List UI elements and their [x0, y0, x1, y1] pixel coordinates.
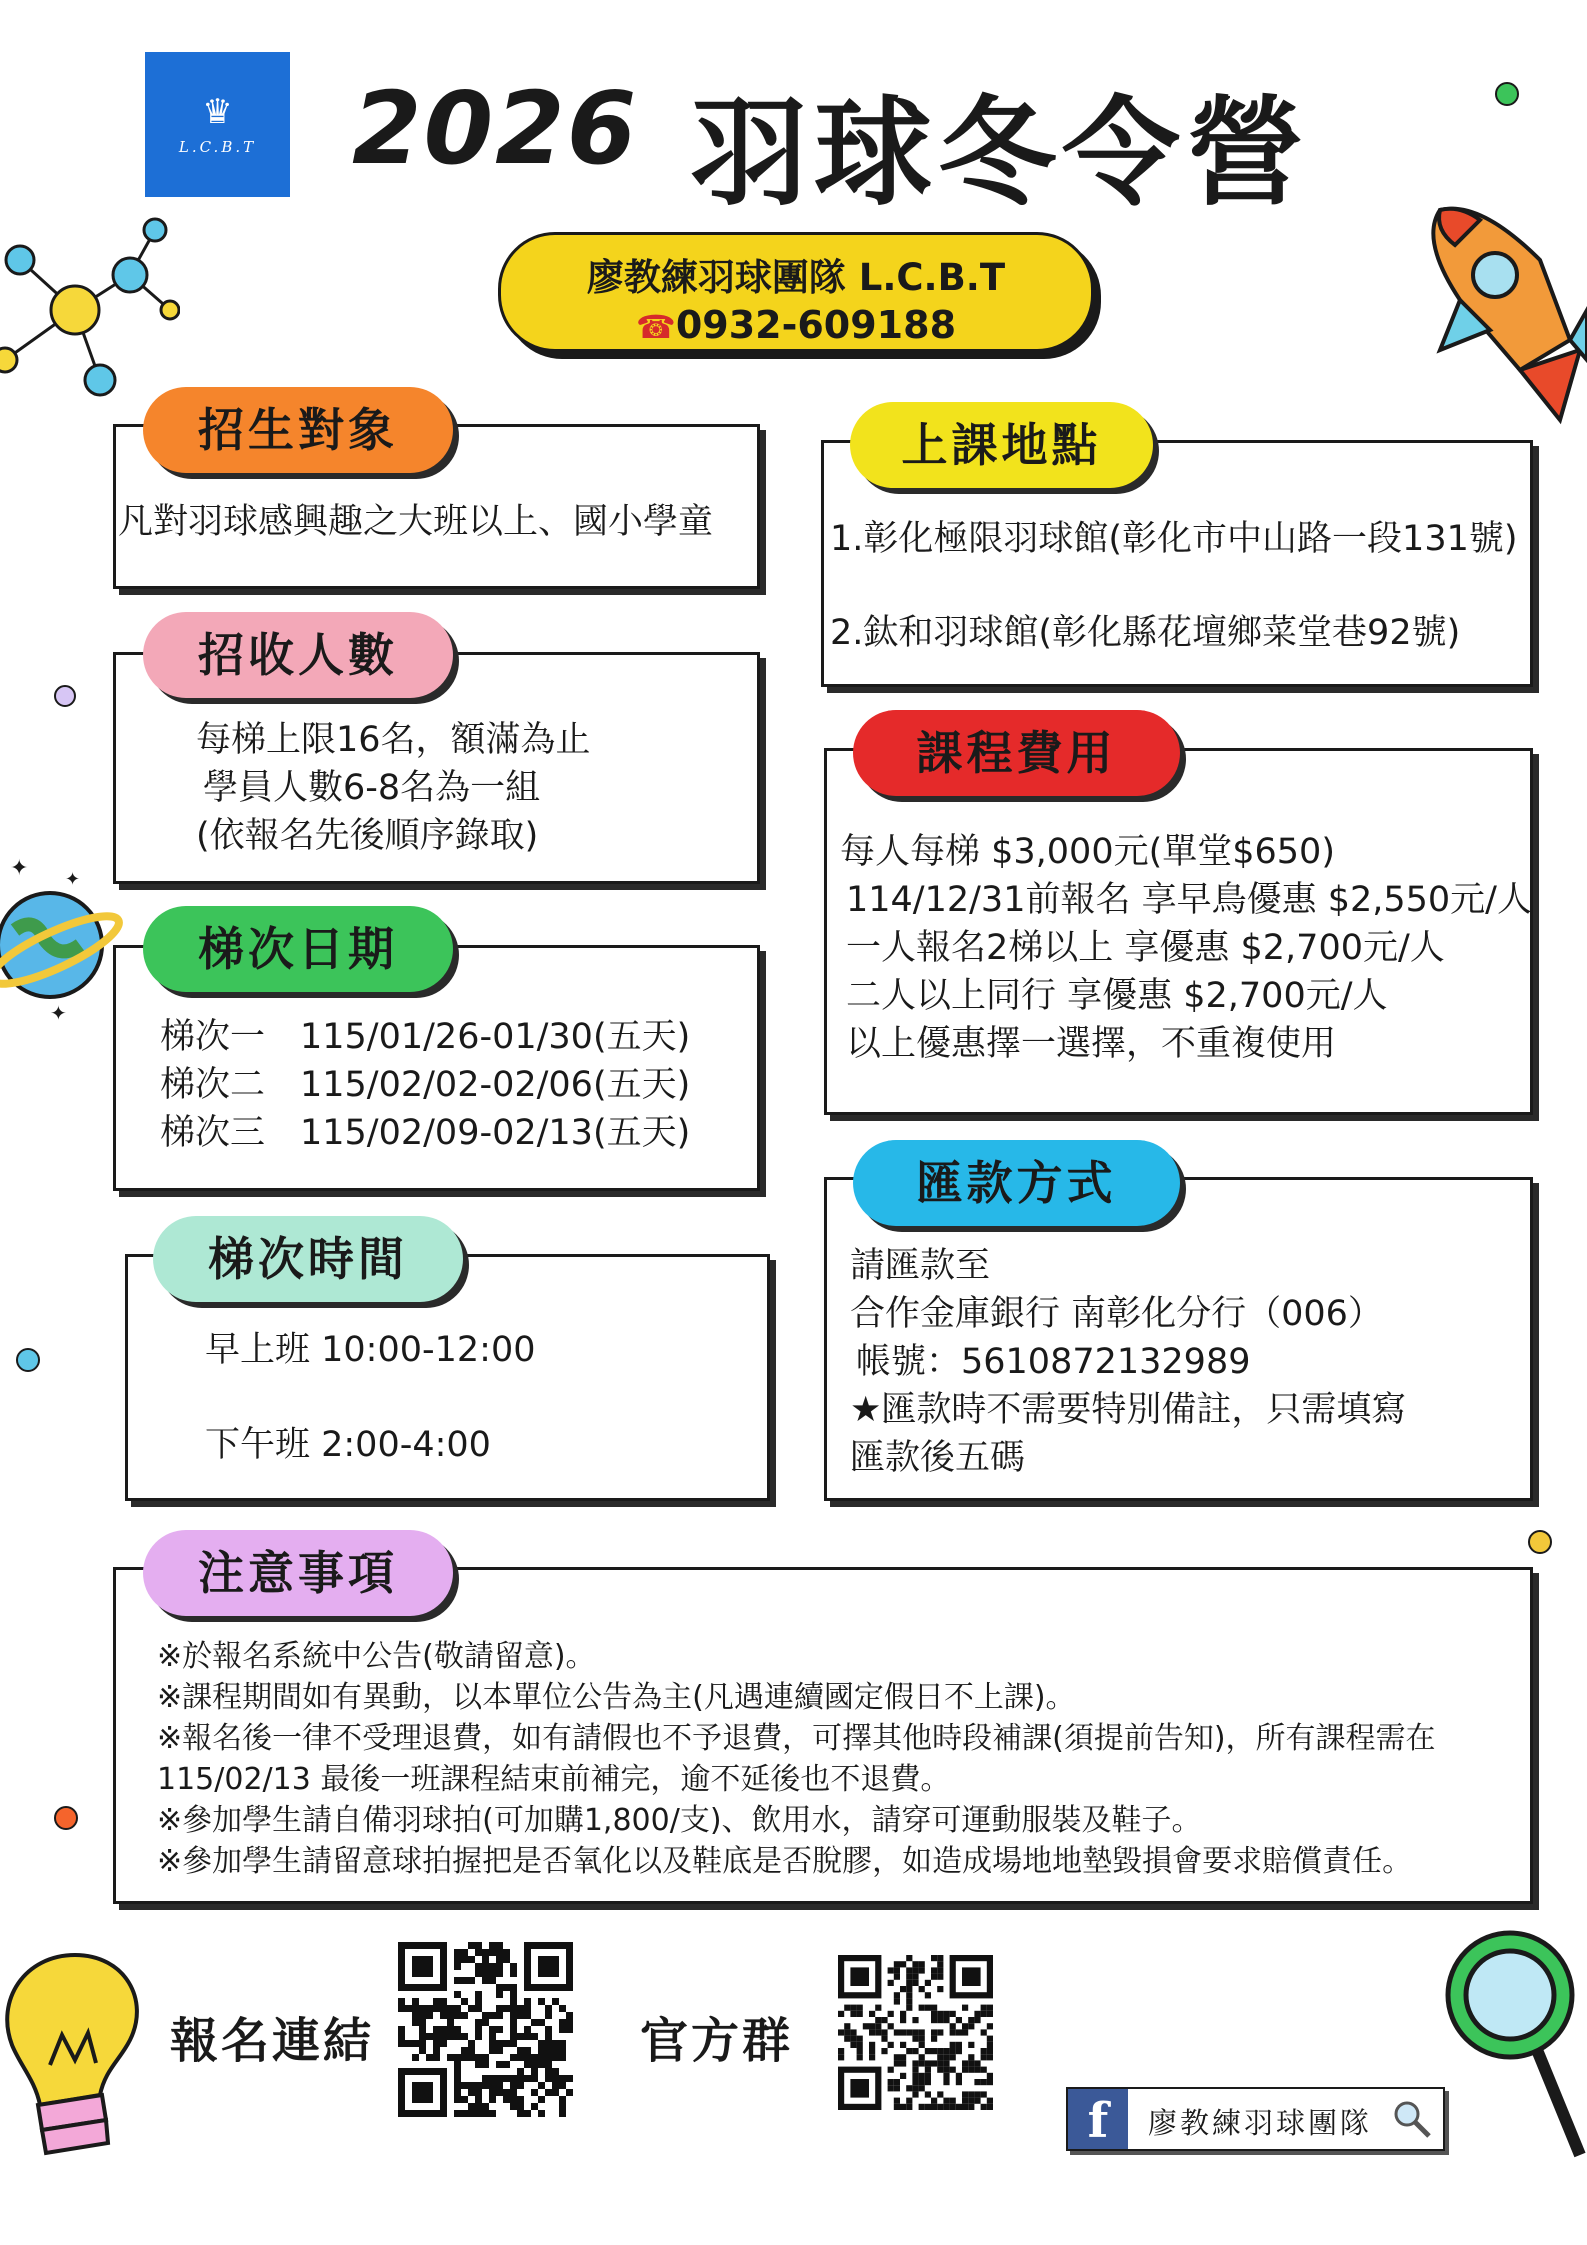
logo-text: L.C.B.T [178, 138, 257, 156]
team-name: 廖教練羽球團隊 L.C.B.T [586, 256, 1006, 299]
target-title: 招生對象 [143, 387, 453, 473]
note-item: ※報名後一律不受理退費，如有請假也不予退費，可擇其他時段補課(須提前告知)，所有課程需在115/02/13 最後一班課程結束前補完，逾不延後也不退費。 [157, 1721, 1436, 1797]
decor-dot [1528, 1530, 1552, 1554]
planet-icon [0, 855, 125, 1025]
svg-text:✦: ✦ [65, 869, 81, 890]
location-title: 上課地點 [850, 402, 1153, 488]
notes-list [157, 1636, 1497, 1882]
fees-line-2: 114/12/31前報名 享早鳥優惠 $2,550元/人 [846, 880, 1532, 920]
fees-title: 課程費用 [853, 710, 1180, 796]
location-line-1: 1.彰化極限羽球館(彰化市中山路一段131號) [830, 519, 1518, 559]
molecule-icon [0, 210, 180, 410]
official-group-qr-code[interactable] [838, 1955, 993, 2110]
payment-line-3: 帳號：5610872132989 [856, 1342, 1251, 1382]
page-title: 羽球冬令營 [690, 84, 1311, 222]
dates-line-3: 梯次三 115/02/09-02/13(五天) [160, 1113, 691, 1153]
payment-line-5: 匯款後五碼 [850, 1438, 1026, 1478]
payment-title: 匯款方式 [853, 1140, 1180, 1226]
register-link-label: 報名連結 [170, 2013, 375, 2069]
team-logo [145, 52, 290, 197]
fees-line-3: 一人報名2梯以上 享優惠 $2,700元/人 [846, 928, 1445, 968]
decor-dot [16, 1348, 40, 1372]
title-year: 2026 [352, 70, 639, 187]
capacity-title: 招收人數 [143, 612, 453, 698]
svg-text:✦: ✦ [10, 856, 29, 881]
lightbulb-icon [0, 1945, 150, 2160]
times-title: 梯次時間 [153, 1216, 463, 1302]
facebook-icon: f [1068, 2089, 1128, 2149]
note-item: ※參加學生請留意球拍握把是否氧化以及鞋底是否脫膠，如造成場地地墊毀損會要求賠償責任。 [157, 1844, 1413, 1879]
contact-banner [498, 232, 1094, 352]
magnifier-icon [1430, 1915, 1587, 2165]
payment-line-2: 合作金庫銀行 南彰化分行（006） [850, 1294, 1383, 1334]
location-line-2: 2.鈦和羽球館(彰化縣花壇鄉菜堂巷92號) [830, 613, 1461, 653]
capacity-line-2: 學員人數6-8名為一組 [203, 768, 541, 808]
note-item: ※參加學生請自備羽球拍(可加購1,800/支)、飲用水，請穿可運動服裝及鞋子。 [157, 1803, 1202, 1838]
note-item: ※課程期間如有異動，以本單位公告為主(凡遇連續國定假日不上課)。 [157, 1680, 1076, 1715]
payment-line-1: 請匯款至 [850, 1246, 991, 1286]
facebook-page-name: 廖教練羽球團隊 [1148, 2106, 1373, 2140]
phone-number: 0932-609188 [675, 303, 957, 347]
phone-line [501, 303, 1091, 347]
dates-title: 梯次日期 [143, 906, 453, 992]
times-line-1: 早上班 10:00-12:00 [205, 1330, 536, 1370]
dates-line-1: 梯次一 115/01/26-01/30(五天) [160, 1017, 691, 1057]
rocket-icon [1420, 200, 1587, 440]
fees-line-4: 二人以上同行 享優惠 $2,700元/人 [846, 976, 1388, 1016]
dates-line-2: 梯次二 115/02/02-02/06(五天) [160, 1065, 691, 1105]
logo-emblem: ♛ [202, 92, 233, 132]
decor-dot [54, 1806, 78, 1830]
note-item: ※於報名系統中公告(敬請留意)。 [157, 1639, 596, 1674]
decor-dot [54, 685, 76, 707]
capacity-line-3: (依報名先後順序錄取) [196, 816, 539, 856]
phone-icon: ☎ [635, 308, 676, 346]
capacity-line-1: 每梯上限16名，額滿為止 [196, 720, 591, 760]
facebook-search-bar[interactable] [1066, 2087, 1445, 2151]
target-text: 凡對羽球感興趣之大班以上、國小學童 [118, 502, 714, 542]
notes-title: 注意事項 [143, 1530, 453, 1616]
register-qr-code[interactable] [398, 1942, 573, 2117]
decor-dot [1495, 82, 1519, 106]
svg-text:✦: ✦ [50, 1001, 67, 1025]
search-icon [1391, 2098, 1433, 2140]
official-group-label: 官方群 [640, 2013, 794, 2069]
fees-line-1: 每人每梯 $3,000元(單堂$650) [840, 832, 1335, 872]
fees-line-5: 以上優惠擇一選擇，不重複使用 [846, 1024, 1337, 1064]
payment-line-4: ★匯款時不需要特別備註，只需填寫 [850, 1390, 1407, 1430]
times-line-2: 下午班 2:00-4:00 [205, 1425, 491, 1465]
